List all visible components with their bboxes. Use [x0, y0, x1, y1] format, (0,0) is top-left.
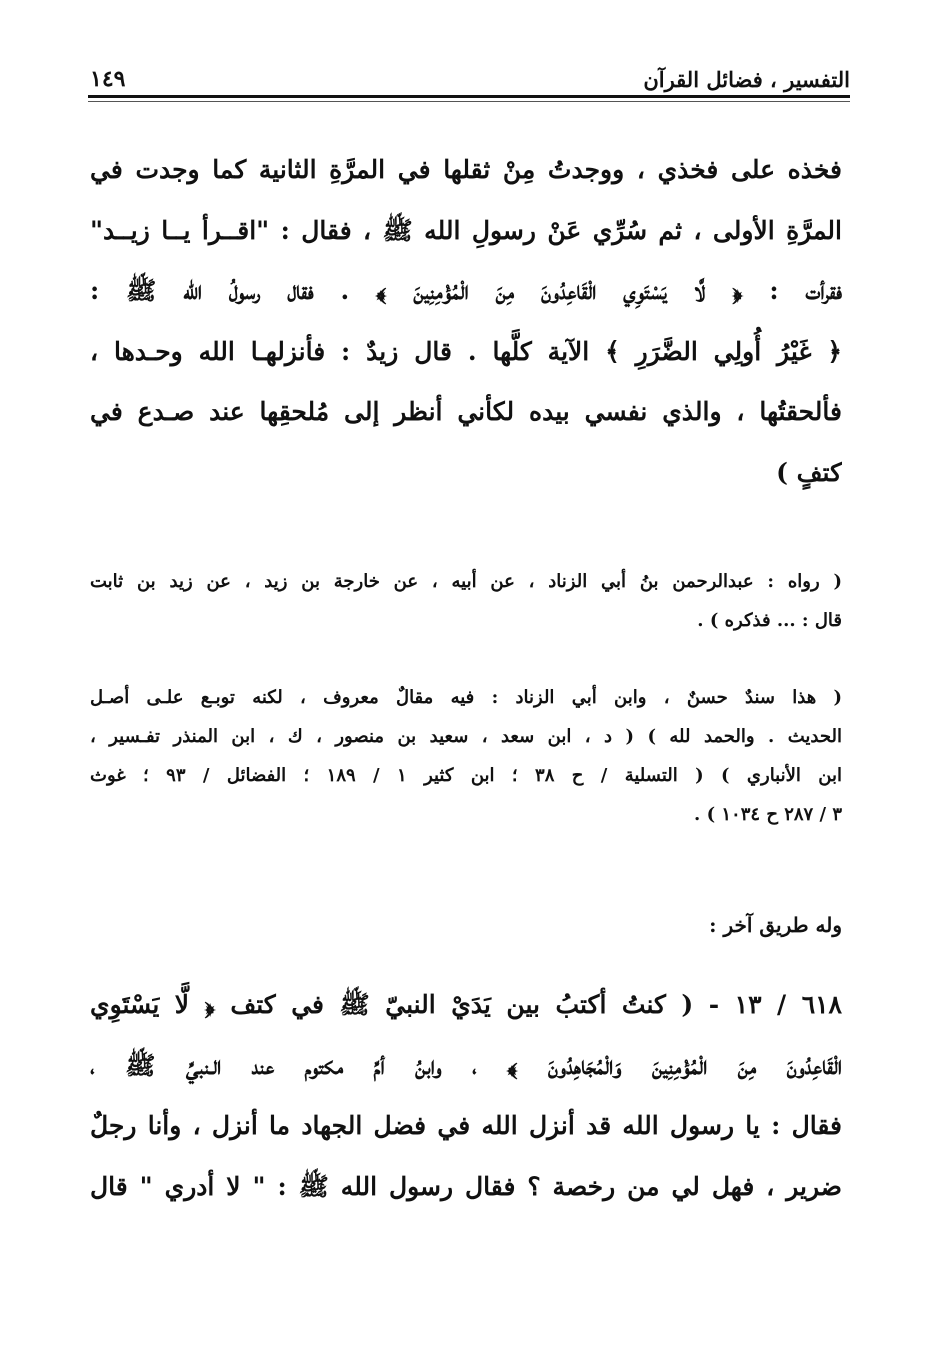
text-line: ٦١٨ / ١٣ - ( كنتُ أكتبُ بين يَدَيْ النبيّ ﷺ في كتف ﴿ لَّا يَسْتَوِي [90, 990, 842, 1019]
subheading-text: وله طريق آخر : [709, 913, 842, 937]
text-line: الْقَاعِدُونَ مِنَ الْمُؤْمِنِينَ وَالْمُجَاهِدُونَ ﴾ ، وابنُ أمِّ مكتوم عند الـنبيِّ ﷺ ، [90, 1050, 842, 1080]
header-rule [88, 95, 850, 98]
text-line: المرَّةِ الأولى ، ثم سُرِّي عَنْ رسولِ الله ﷺ ، فقال : "اقــرأ يــا زيــد" [90, 215, 842, 245]
note-line: ٣ / ٢٨٧ ح ١٠٣٤ ) . [694, 804, 842, 825]
note-line: قال : ... فذكره ) . [697, 610, 842, 631]
page-number: ١٤٩ [90, 66, 126, 92]
text-line: كتفٍ ) [776, 457, 842, 487]
hadith-paragraph-2 [90, 975, 842, 1217]
header-rule-thin [88, 101, 850, 102]
text-line: فقال : يا رسول الله قد أنزل الله في فضل الجهاد ما أنزل ، وأنا رجلٌ [90, 1111, 842, 1140]
grading-note [90, 678, 842, 834]
note-line: ابن الأنباري ) ( التسلية / ح ٣٨ ؛ ابن كثير ١ / ١٨٩ ؛ الفضائل / ٩٣ ؛ غوث [90, 765, 842, 786]
text-line: فقرأت : ﴿ لَّا يَسْتَوِي الْقَاعِدُونَ مِنَ الْمُؤْمِنِينَ ﴾ . فقال رسولُ الله ﷺ : [90, 276, 842, 305]
text-line: ضرير ، فهل لي من رخصة ؟ فقال رسول الله ﷺ : " لا أدري " قال [90, 1171, 842, 1201]
subheading [90, 905, 842, 945]
text-line: ﴿ غَيْرُ أُولِي الضَّرَرِ ﴾ الآية كلَّها . قال زيدٌ : فأنزلهـا الله وحـدها ، [90, 336, 842, 366]
narration-note [90, 562, 842, 640]
text-line: فخذه على فخذي ، ووجدتُ مِنْ ثقلها في المرَّةِ الثانية كما وجدت في [90, 155, 842, 184]
page-header [90, 48, 850, 92]
running-title: التفسير ، فضائل القرآن [643, 67, 850, 92]
note-line: ( رواه : عبدالرحمن بنُ أبي الزناد ، عن أبيه ، عن خارجة بن زيد ، عن زيد بن ثابت [90, 571, 842, 592]
note-line: الحديث . والحمد لله ) ( د ، ابن سعد ، سعيد بن منصور ، ك ، ابن المنذر تفـسير ، [90, 726, 842, 747]
text-line: فألحقتُها ، والذي نفسي بيده لكأني أنظر إلى مُلحقِها عند صـدع في [90, 397, 842, 426]
note-line: ( هذا سندٌ حسنٌ ، وابن أبي الزناد : فيه مقالٌ معروف ، لكنه توبـع علـى أصـل [90, 687, 842, 708]
hadith-paragraph-1 [90, 140, 842, 503]
